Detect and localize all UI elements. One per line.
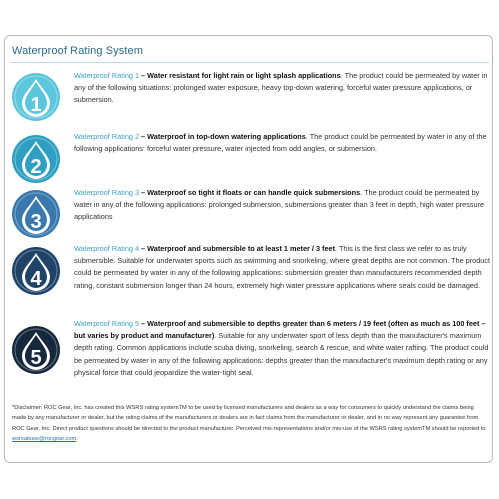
rating-headline: Waterproof and submersible to at least 1 meter / 3 feet: [147, 244, 336, 253]
rating-number: 5: [30, 347, 42, 369]
rating-description: [74, 318, 494, 379]
rating-number: 3: [30, 211, 42, 233]
title-divider: [10, 62, 489, 63]
rating-body: . Suitable for any underwater sport of less depth than the manufacturer's maximum depth rating. Common applications include scuba diving, snorkeling, search & rescue, and white water rafting. The product could be permeated by water in any of the following applications: depths greater than the manufacturer's maximum depth rating or any physical force that could jeopardize the water-tight seal.: [74, 331, 489, 377]
rating-body: . The product could be permeated by water in any of the following applications: forceful water pressure, water injected from odd angles, or submersion.: [74, 132, 487, 154]
water-drop-icon: [10, 188, 62, 240]
rating-label: Waterproof Rating 2: [74, 132, 140, 141]
rating-number: 2: [30, 156, 42, 178]
rating-dash: –: [139, 71, 148, 80]
rating-description: [74, 131, 494, 155]
rating-dash: –: [139, 132, 148, 141]
rating-description: [74, 243, 494, 292]
disclaimer: *Disclaimer: ROC Gear, Inc. has created this WSRS rating systemTM to be used by licensed manufacturers and dealers as a way for consumers to quickly understand the claims being made by any manufacturer or dealer, but the rating claims of the manufacturers or dealers are in fact claims from the manufacturer or dealer, and in no way represent any guarantee from ROC Gear, Inc. Direct product questions should be directed to the product manufacturer. Perceived mis-representations and/or mis-use of the WSRS rating systemTM should be reported to wsrsabuse@rocgear.com.: [12, 405, 486, 442]
rating-label: Waterproof Rating 1: [74, 71, 140, 80]
water-drop-icon: [10, 133, 62, 185]
rating-label: Waterproof Rating 4: [74, 244, 140, 253]
rating-headline: Water resistant for light rain or light splash applications: [147, 71, 341, 80]
water-drop-icon: [10, 245, 62, 297]
rating-number: 1: [30, 94, 42, 116]
rating-body: . The product could be permeated by water in any of the following situations: prolonged water exposure, heavy top-down watering, forceful water pressure applications, or submersion.: [74, 71, 488, 105]
water-drop-icon: [10, 71, 62, 123]
rating-dash: –: [139, 319, 148, 328]
rating-number: 4: [30, 268, 42, 290]
report-email-link[interactable]: wsrsabuse@rocgear.com: [12, 435, 77, 442]
page-title: Waterproof Rating System: [12, 45, 143, 57]
rating-description: [74, 70, 494, 107]
rating-headline: Waterproof so tight it floats or can handle quick submersions: [147, 188, 361, 197]
rating-headline: Waterproof in top-down watering applications: [147, 132, 306, 141]
rating-dash: –: [139, 244, 148, 253]
rating-label: Waterproof Rating 3: [74, 188, 140, 197]
disclaimer-text: *Disclaimer: ROC Gear, Inc. has created this WSRS rating systemTM to be used by licensed manufacturers and dealers as a way for consumers to quickly understand the claims being made by any manufacturer or dealer, but the rating claims of the manufacturers or dealers are in fact claims from the manufacturer or dealer, and in no way represent any guarantee from ROC Gear, Inc. Direct product questions should be directed to the product manufacturer. Perceived mis-representations and/or mis-use of the WSRS rating systemTM should be reported to: [12, 405, 486, 432]
rating-headline: Waterproof and submersible to depths greater than 6 meters / 19 feet (often as much as 100 feet – but varies by product and manufacturer): [74, 319, 486, 341]
rating-description: [74, 187, 494, 224]
rating-body: . This is the first class we refer to as truly submersible. Suitable for underwater sports such as swimming and snorkeling, where great depths are not common. The product could be permeated by water in any of the following applications: submersion greater than manufacturers recommended depth rating, constant submersion longer than 24 hours, extremely high water pressure applications where seals could be damaged.: [74, 244, 490, 290]
rating-dash: –: [139, 188, 148, 197]
rating-body: . The product could be permeated by water in any of the following applications: prolonged submersion, submersions greater than 3 feet in depth, high water pressure applications: [74, 188, 485, 222]
rating-label: Waterproof Rating 5: [74, 319, 140, 328]
water-drop-icon: [10, 324, 62, 376]
